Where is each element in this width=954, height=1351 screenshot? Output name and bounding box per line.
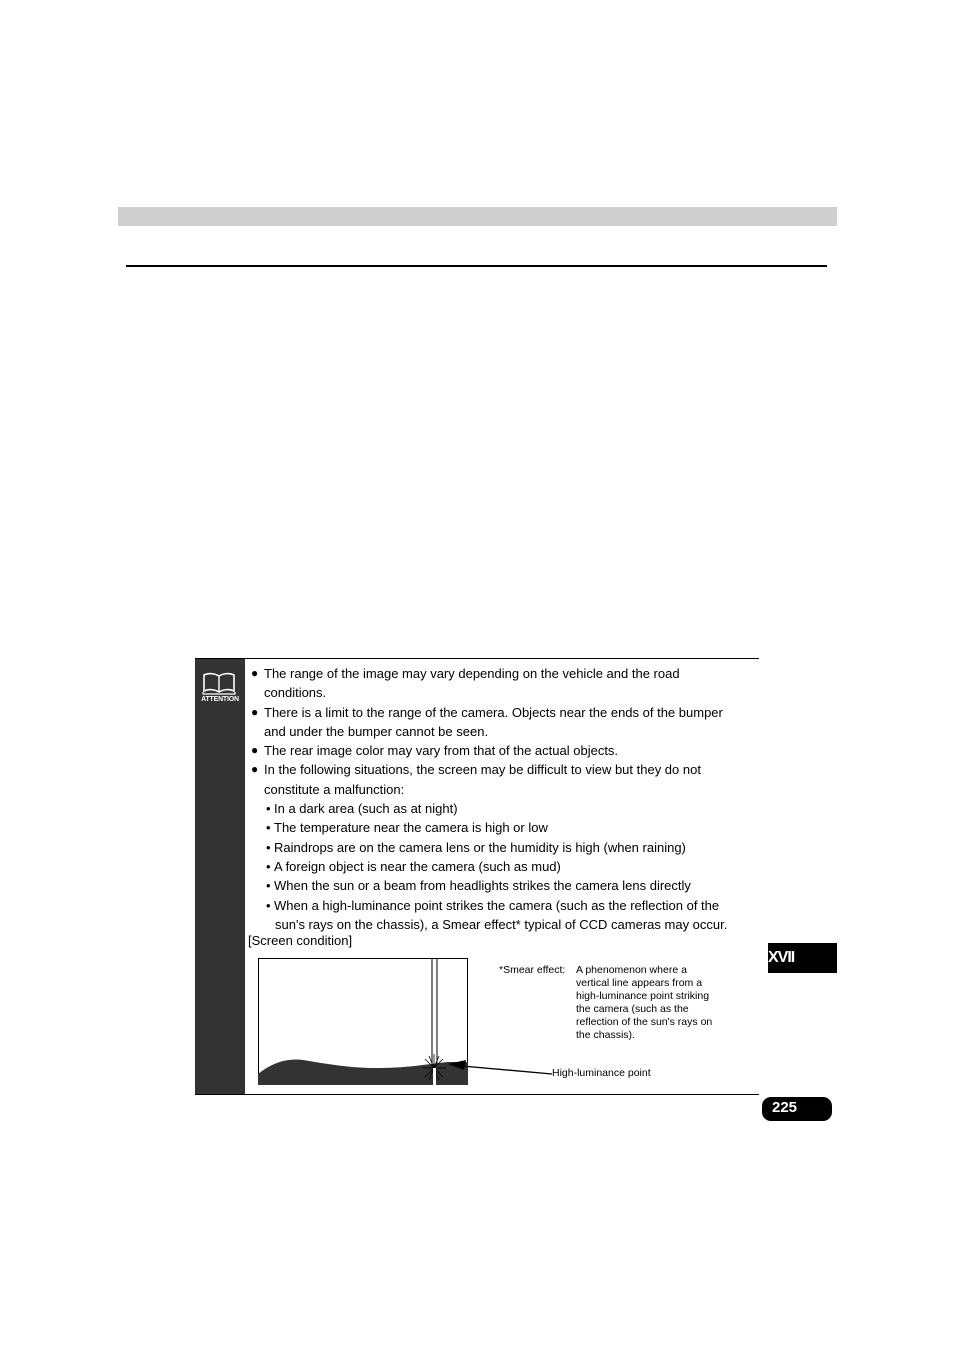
screen-condition-label: [Screen condition] xyxy=(248,933,353,948)
high-luminance-label: High-luminance point xyxy=(552,1067,651,1079)
header-rule xyxy=(126,265,827,267)
bullet-1: ● The range of the image may vary depending on the vehicle and the road xyxy=(250,664,755,683)
sub-item-6-cont: sun's rays on the chassis), a Smear effect* typical of CCD cameras may occur. xyxy=(275,916,728,932)
section-tab: XVII xyxy=(768,943,837,973)
arrow-icon xyxy=(448,1056,558,1080)
attention-box xyxy=(195,658,759,1095)
bullet-3: ● The rear image color may vary from that of the actual objects. xyxy=(250,741,755,760)
attention-label: ATTENTION xyxy=(201,696,239,703)
sub-item-1: • In a dark area (such as at night) xyxy=(266,801,458,817)
sub-item-2: • The temperature near the camera is high or low xyxy=(266,820,548,836)
attention-sidebar xyxy=(195,659,245,1094)
sub-item-4: • A foreign object is near the camera (such as mud) xyxy=(266,858,561,874)
book-icon xyxy=(202,671,236,695)
smear-effect-description: A phenomenon where a vertical line appears from a high-luminance point striking the camera (such as the reflection of the sun's rays on the chassis). xyxy=(576,964,713,1041)
header-band xyxy=(118,207,837,226)
bullet-1-cont: conditions. xyxy=(264,685,327,701)
sub-item-6: • When a high-luminance point strikes the camera (such as the reflection of the xyxy=(266,897,720,913)
attention-content xyxy=(250,664,755,934)
bullet-2: ● There is a limit to the range of the camera. Objects near the ends of the bumper xyxy=(250,703,755,722)
page-number: 225 xyxy=(762,1097,832,1121)
sub-item-3: • Raindrops are on the camera lens or the humidity is high (when raining) xyxy=(266,839,686,855)
smear-effect-label: *Smear effect: xyxy=(499,964,566,976)
bullet-4: ● In the following situations, the screen may be difficult to view but they do not xyxy=(250,760,755,779)
bullet-4-cont: constitute a malfunction: xyxy=(264,781,405,797)
sub-item-5: • When the sun or a beam from headlights strikes the camera lens directly xyxy=(266,878,691,894)
screen-illustration xyxy=(258,958,468,1085)
bullet-2-cont: and under the bumper cannot be seen. xyxy=(264,723,489,739)
